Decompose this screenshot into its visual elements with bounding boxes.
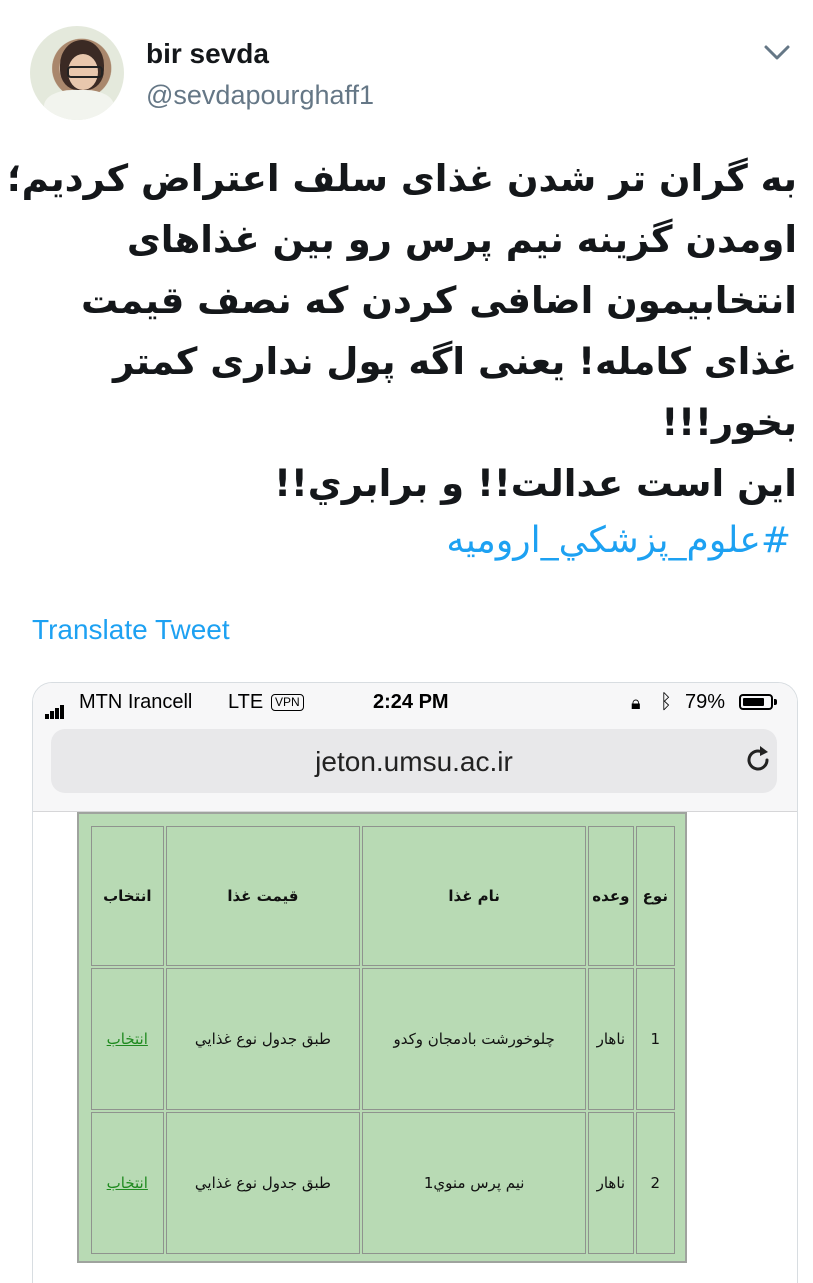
avatar-shirt [44, 90, 114, 120]
cell-food-name: چلوخورشت بادمجان وکدو [362, 968, 586, 1110]
vpn-badge: VPN [271, 694, 304, 711]
cell-meal: ناهار [588, 1112, 634, 1254]
cell-food-name: نیم پرس منوي1 [362, 1112, 586, 1254]
cell-select [91, 968, 164, 1110]
tweet-line: انتخابیمون اضافی کردن که نصف قیمت [81, 279, 797, 322]
browser-toolbar [33, 723, 797, 812]
tweet-line: به گران تر شدن غذای سلف اعتراض کردیم؛ [6, 157, 797, 200]
header-price: قیمت غذا [166, 826, 361, 966]
tweet-image[interactable] [32, 682, 798, 1283]
select-link[interactable]: انتخاب [106, 1174, 148, 1192]
tweet-text [6, 148, 797, 514]
network-type: LTE [228, 691, 264, 713]
cell-select [91, 1112, 164, 1254]
hashtag-link[interactable]: #علوم_پزشكي_اروميه [446, 520, 791, 561]
status-bar [33, 683, 797, 723]
avatar[interactable] [30, 26, 124, 120]
translate-tweet-link[interactable]: Translate Tweet [32, 614, 230, 645]
user-handle[interactable]: @sevdapourghaff1 [146, 80, 375, 110]
address-bar[interactable] [51, 729, 777, 793]
table-header-row [91, 826, 675, 966]
bluetooth-icon: ᛒ [660, 691, 672, 713]
cell-price: طبق جدول نوع غذايي [166, 1112, 361, 1254]
display-name[interactable]: bir sevda [146, 38, 269, 69]
battery-icon [739, 694, 773, 710]
tweet-line: اومدن گزینه نیم پرس رو بین غذاهای [126, 218, 797, 261]
food-table-container [77, 812, 687, 1263]
cell-price: طبق جدول نوع غذايي [166, 968, 361, 1110]
header-type: نوع [636, 826, 675, 966]
carrier-name: MTN Irancell [79, 691, 193, 713]
avatar-glasses [67, 66, 103, 78]
web-page [33, 812, 797, 1283]
cell-type: 1 [636, 968, 675, 1110]
battery-tip [774, 699, 777, 705]
tweet-line: غذای کامله! یعنی اگه پول نداری کمتر [112, 340, 797, 383]
chevron-down-icon[interactable] [762, 40, 792, 64]
battery-percent: 79% [685, 691, 726, 713]
rotation-lock-icon: 🔒︎ [631, 693, 641, 713]
status-time: 2:24 PM [373, 691, 449, 713]
tweet-line: بخور!!! [661, 401, 797, 444]
reload-icon[interactable] [741, 743, 775, 777]
table-row [91, 1112, 675, 1254]
cell-type: 2 [636, 1112, 675, 1254]
select-link[interactable]: انتخاب [106, 1030, 148, 1048]
cell-meal: ناهار [588, 968, 634, 1110]
signal-icon [45, 696, 65, 719]
header-food-name: نام غذا [362, 826, 586, 966]
table-row [91, 968, 675, 1110]
tweet-line: این است عدالت!! و برابري!! [274, 462, 797, 505]
header-select: انتخاب [91, 826, 164, 966]
food-table [89, 824, 677, 1256]
url-text[interactable]: jeton.umsu.ac.ir [315, 746, 513, 777]
header-meal: وعده [588, 826, 634, 966]
